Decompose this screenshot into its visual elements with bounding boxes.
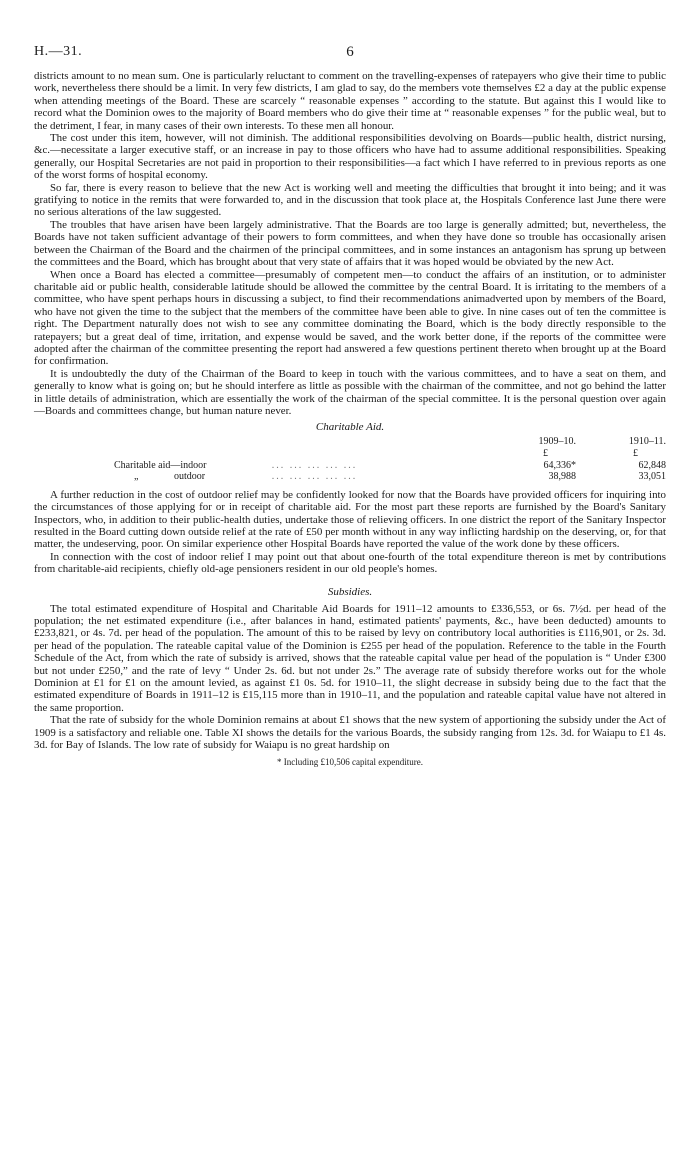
value-1909-10: 64,336*	[543, 459, 576, 471]
document-code: H.—31.	[34, 44, 83, 59]
table-header-row	[34, 436, 666, 448]
section-title-charitable-aid: Charitable Aid.	[315, 421, 385, 434]
paragraph: When once a Board has elected a committee—presumably of competent men—to conduct the affairs of an institution, or to administer charitable aid or public health, considerable latitude should be allowed the committee by the central Board. It is irritating to the members of a committee, who have spent perhaps hours in discussing a subject, to find their recommendations animadverted upon by members of the Board, who have not given the time to the subject that the members of the committee have been able to give. In nine cases out of ten the committee is right. The Department naturally does not wish to see any committee dominating the Board, which is the body directly responsible to the ratepayers; but a great deal of time, irritation, and expense would be saved, and the work better done, if the reports of the committee were adopted after the chairman of the committee presenting the report had answered a few questions pertinent thereto when brought up at the Board for confirmation.	[34, 268, 666, 368]
paragraph: It is undoubtedly the duty of the Chairman of the Board to keep in touch with the various committees, and to have a seat on them, and generally to know what is going on; but he should interfere as little as possible with the chairman of the committee, and not go behind the latter in little details of administration, which are essentially the work of the chairman of the special committee. It is the personal question over again—Boards and committees change, but human nature never.	[34, 367, 666, 417]
paragraph: That the rate of subsidy for the whole Dominion remains at about £1 shows that the new system of apportioning the subsidy under the Act of 1909 is a satisfactory and reliable one. Table XI shows the details for the various Boards, the subsidy ranging from 12s. 3d. for Waiapu to £1 4s. 3d. for Bay of Islands. The low rate of subsidy for Waiapu is no great hardship on	[34, 714, 666, 752]
leader-dots: ... ... ... ... ...	[271, 471, 358, 483]
paragraph: The troubles that have arisen have been largely administrative. That the Boards are too large is generally admitted; but, nevertheless, the Boards have not taken sufficient advantage of their powers to form committees, and when they have done so trouble has occasionally arisen between the Chairman of the Board and the chairmen of the principal committees, and in some instances an antagonism has sprung up between the committees and the Board, which has brought about that very state of affairs that it was hoped would be obviated by the new Act.	[34, 218, 666, 269]
charitable-aid-table	[34, 436, 666, 482]
paragraph: districts amount to no mean sum. One is particularly reluctant to comment on the travelling-expenses of ratepayers who give their time to public work, nevertheless there should be a limit. In very few districts, I am glad to say, do the members vote themselves £2 a day at the public expense when attending meetings of the Board. These are scarcely “ reasonable expenses ” according to the statute. But against this I would like to record what the Dominion owes to the majority of Board members who do give their time at “ reasonable expenses ” for the public weal, but to the detriment, I fear, in many cases of their own interests. To these men all honour.	[34, 70, 666, 132]
table-unit-row	[34, 448, 666, 460]
row-label: Charitable aid—indoor	[114, 459, 207, 471]
row-label: outdoor	[174, 471, 206, 483]
value-1910-11: 62,848	[638, 459, 666, 471]
table-row	[34, 460, 666, 472]
unit-label: £	[542, 447, 548, 459]
unit-label: £	[632, 447, 638, 459]
section-title-subsidies: Subsidies.	[327, 585, 373, 598]
value-1909-10: 38,988	[548, 471, 576, 483]
footnote: * Including £10,506 capital expenditure.	[277, 757, 423, 768]
ditto-mark: „	[134, 471, 139, 483]
table-row	[34, 471, 666, 483]
paragraph: So far, there is every reason to believe that the new Act is working well and meeting the difficulties that brought it into being; and it was gratifying to notice in the remits that were forwarded to, and in the discussion that took place at, the Hospitals Conference last June there were no serious alterations of the law suggested.	[34, 181, 666, 219]
paragraph: A further reduction in the cost of outdoor relief may be confidently looked for now that the Boards have provided officers for inquiring into the circumstances of those applying for or in receipt of charitable aid. For the most part these reports are furnished by the Board's Sanitary Inspectors, who, in addition to their public-health duties, undertake those of relieving officers. In one district the report of the Sanitary Inspector resulted in the Board cutting down outside relief at the rate of £50 per month without in any way inflicting hardship on the deserving, or, for that matter, the undeserving, poor. On similar experience other Hospital Boards have reported the value of the work done by these officers.	[34, 488, 666, 551]
column-header: 1910–11.	[628, 436, 666, 448]
page-header	[34, 44, 666, 62]
paragraph: The total estimated expenditure of Hospital and Charitable Aid Boards for 1911–12 amounts to £336,553, or 6s. 7½d. per head of the population; the net estimated expenditure (i.e., after balances in hand, estimated patients' payments, &c., have been deducted) amounts to £233,821, or 4s. 7d. per head of the population. The amount of this to be raised by levy on contributory local authorities is £116,901, or 2s. 3d. per head of the population. The rateable capital value of the Dominion is £255 per head of the population. Reference to the table in the Fourth Schedule of the Act, from which the rate of subsidy is arrived, shows that the rateable capital value per head of the population is “ Under £300 but not under £250,” and the rate of levy “ Under 2s. 6d. but not under 2s.” The average rate of subsidy therefore works out for the whole Dominion at £1 for £1 on the amount levied, as against £1 0s. 5d. for 1910–11, the slight decrease in subsidy being due to the fact that the estimated expenditure of Boards in 1911–12 is £15,115 more than in 1910–11, and the population and rateable capital value have not altered in the same proportion.	[34, 602, 666, 714]
document-body	[34, 70, 666, 768]
paragraph: In connection with the cost of indoor relief I may point out that about one-fourth of the total expenditure thereon is met by contributions from charitable-aid recipients, chiefly old-age pensioners resident in our old people's homes.	[34, 550, 666, 576]
leader-dots: ... ... ... ... ...	[271, 459, 358, 471]
column-header: 1909–10.	[538, 436, 576, 448]
value-1910-11: 33,051	[638, 471, 666, 483]
page-number: 6	[346, 44, 354, 60]
paragraph: The cost under this item, however, will not diminish. The additional responsibilities devolving on Boards—public health, district nursing, &c.—necessitate a larger executive staff, or an increase in pay to those officers who have had to assume additional responsibilities. Speaking generally, our Hospital Secretaries are not paid in proportion to their responsibilities—a fact which I have referred to in previous reports as one of the worst forms of hospital economy.	[34, 132, 666, 182]
